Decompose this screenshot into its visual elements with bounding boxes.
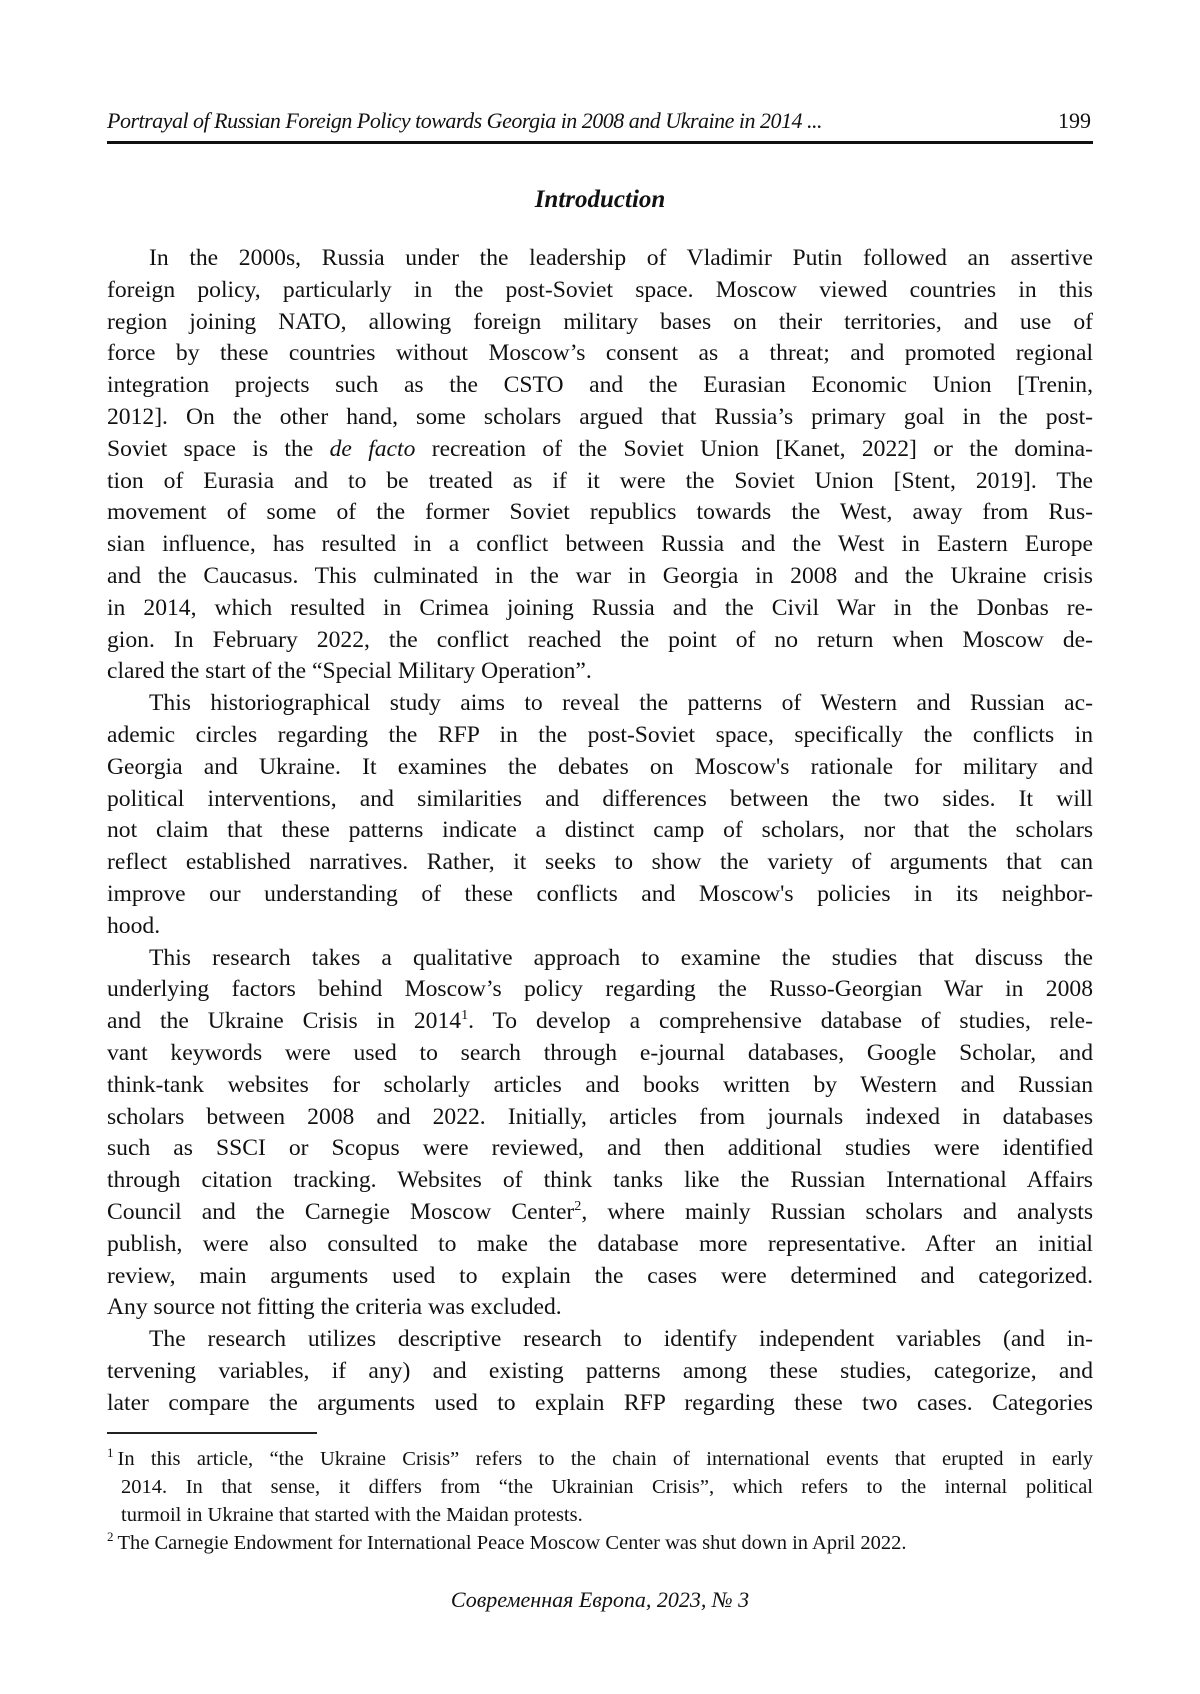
- italic-term: de facto: [329, 435, 416, 462]
- footnote-text: In this article, “the Ukraine Crisis” refers to the chain of international events that erupted in early: [117, 1448, 1093, 1470]
- text-line: not claim that these patterns indicate a distinct camp of scholars, nor that the scholars: [107, 817, 1093, 844]
- text-line: scholars between 2008 and 2022. Initially, articles from journals indexed in databases: [107, 1103, 1093, 1130]
- text-line: think-tank websites for scholarly articles and books written by Western and Russian: [107, 1071, 1093, 1098]
- journal-footer: Современная Европа, 2023, № 3: [450, 1587, 750, 1612]
- running-header: [107, 108, 1093, 138]
- text-line: underlying factors behind Moscow’s policy regarding the Russo-Georgian War in 2008: [107, 976, 1093, 1003]
- text-line: review, main arguments used to explain the cases were determined and categorized.: [107, 1262, 1093, 1289]
- header-rule: [107, 141, 1093, 144]
- footnote-2-line: [107, 1529, 1093, 1557]
- text-line: through citation tracking. Websites of think tanks like the Russian International Affairs: [107, 1167, 1093, 1194]
- footnote-1-line: [107, 1445, 1093, 1473]
- text-line: This historiographical study aims to reveal the patterns of Western and Russian ac-: [149, 690, 1093, 717]
- text-fragment: Soviet space is the: [107, 435, 330, 462]
- text-line: [107, 434, 1093, 466]
- page-number: 199: [1058, 108, 1091, 133]
- text-fragment: recreation of the Soviet Union [Kanet, 2022] or the domina-: [415, 435, 1093, 462]
- text-line: sian influence, has resulted in a conflict between Russia and the West in Eastern Europe: [107, 531, 1093, 558]
- text-line: region joining NATO, allowing foreign military bases on their territories, and use of: [107, 308, 1093, 335]
- footnote-ref-2[interactable]: 2: [574, 1198, 582, 1215]
- text-line: later compare the arguments used to explain RFP regarding these two cases. Categories: [107, 1389, 1093, 1416]
- running-title: Portrayal of Russian Foreign Policy towards Georgia in 2008 and Ukraine in 2014 ...: [107, 108, 823, 133]
- text-line: foreign policy, particularly in the post-Soviet space. Moscow viewed countries in this: [107, 276, 1093, 303]
- text-fragment: . To develop a comprehensive database of studies, rele-: [468, 1008, 1093, 1035]
- text-line: such as SSCI or Scopus were reviewed, and then additional studies were identified: [107, 1135, 1093, 1162]
- text-line: [107, 1197, 1093, 1229]
- body-text: [107, 243, 1093, 1419]
- text-line: gion. In February 2022, the conflict reached the point of no return when Moscow de-: [107, 626, 1093, 653]
- text-line: and the Caucasus. This culminated in the war in Georgia in 2008 and the Ukraine crisis: [107, 562, 1093, 589]
- text-line: integration projects such as the CSTO and the Eurasian Economic Union [Trenin,: [107, 372, 1093, 399]
- footnote-text: The Carnegie Endowment for International Peace Moscow Center was shut down in April 2022.: [117, 1532, 907, 1554]
- text-line: tervening variables, if any) and existing patterns among these studies, categorize, and: [107, 1357, 1093, 1384]
- text-line: reflect established narratives. Rather, it seeks to show the variety of arguments that can: [107, 849, 1093, 876]
- text-line: hood.: [107, 912, 161, 939]
- text-line: 2012]. On the other hand, some scholars argued that Russia’s primary goal in the post-: [107, 403, 1093, 430]
- text-line: movement of some of the former Soviet republics towards the West, away from Rus-: [107, 499, 1093, 526]
- footnote-ref-1[interactable]: 1: [461, 1007, 469, 1024]
- text-line: in 2014, which resulted in Crimea joining Russia and the Civil War in the Donbas re-: [107, 594, 1093, 621]
- text-line: Georgia and Ukraine. It examines the debates on Moscow's rationale for military and: [107, 753, 1093, 780]
- footnote-rule: [107, 1432, 317, 1434]
- text-line: The research utilizes descriptive research to identify independent variables (and in-: [149, 1326, 1093, 1353]
- text-fragment: Council and the Carnegie Moscow Center: [107, 1198, 575, 1225]
- footnotes: [107, 1445, 1093, 1557]
- text-line: clared the start of the “Special Military Operation”.: [107, 658, 592, 685]
- footnote-1-line: 2014. In that sense, it differs from “the Ukrainian Crisis”, which refers to the internal political: [121, 1476, 1093, 1498]
- text-line: vant keywords were used to search through e-journal databases, Google Scholar, and: [107, 1039, 1093, 1066]
- text-line: political interventions, and similarities and differences between the two sides. It will: [107, 785, 1093, 812]
- text-fragment: , where mainly Russian scholars and analysts: [581, 1198, 1093, 1225]
- text-fragment: and the Ukraine Crisis in 2014: [107, 1008, 462, 1035]
- text-line: force by these countries without Moscow’s consent as a threat; and promoted regional: [107, 340, 1093, 367]
- text-line: improve our understanding of these conflicts and Moscow's policies in its neighbor-: [107, 880, 1093, 907]
- footnote-1-line: turmoil in Ukraine that started with the Maidan protests.: [121, 1504, 583, 1526]
- text-line: tion of Eurasia and to be treated as if it were the Soviet Union [Stent, 2019]. The: [107, 467, 1093, 494]
- text-line: ademic circles regarding the RFP in the post-Soviet space, specifically the conflicts in: [107, 721, 1093, 748]
- footnote-mark: 2: [107, 1529, 114, 1545]
- text-line: Any source not fitting the criteria was excluded.: [107, 1294, 562, 1321]
- section-title: Introduction: [534, 186, 666, 213]
- text-line: publish, were also consulted to make the database more representative. After an initial: [107, 1230, 1093, 1257]
- footnote-mark: 1: [107, 1445, 114, 1461]
- text-line: [107, 1006, 1093, 1038]
- text-line: In the 2000s, Russia under the leadership of Vladimir Putin followed an assertive: [149, 245, 1093, 271]
- text-line: This research takes a qualitative approach to examine the studies that discuss the: [149, 944, 1093, 971]
